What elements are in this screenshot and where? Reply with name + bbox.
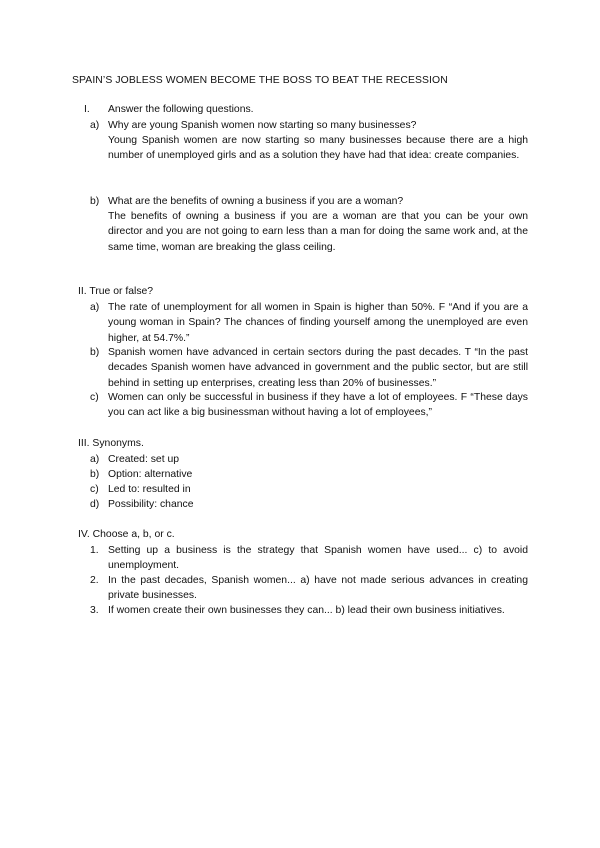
answer-text: The benefits of owning a business if you are a woman are that you can be your own director and you are not going to earn less than a man for doing the same work and, at the same time, woman are breaking the glass ceiling. (108, 211, 528, 253)
synonym-text: Created: set up (108, 454, 180, 465)
section-heading: IV. Choose a, b, or c. (78, 529, 175, 540)
question-text: Why are young Spanish women now starting so many businesses? (108, 120, 417, 131)
item-marker: 2. (90, 575, 99, 586)
synonym-text: Option: alternative (108, 469, 193, 480)
section-heading: III. Synonyms. (78, 438, 144, 449)
choice-text: In the past decades, Spanish women... a) have not made serious advances in creating private businesses. (108, 575, 528, 602)
item-marker: c) (90, 484, 99, 495)
item-marker: c) (90, 392, 99, 403)
choice-text: If women create their own businesses they can... b) lead their own business initiatives. (108, 605, 505, 616)
item-marker: d) (90, 499, 100, 510)
item-marker: 3. (90, 605, 99, 616)
question-text: What are the benefits of owning a business if you are a woman? (108, 196, 404, 207)
section-heading: II. True or false? (78, 286, 154, 297)
statement-text: The rate of unemployment for all women in Spain is higher than 50%. F “And if you are a young woman in Spain? The chances of finding yourself among the unemployed are even higher, at 54.7%.” (108, 302, 528, 344)
document-title: SPAIN’S JOBLESS WOMEN BECOME THE BOSS TO BEAT THE RECESSION (72, 75, 448, 86)
item-marker: a) (90, 302, 100, 313)
statement-text: Spanish women have advanced in certain sectors during the past decades. T “In the past decades Spanish women have advanced in government and the public sector, but are still behind in setting up enterprises, creating less than 20% of businesses.” (108, 347, 528, 389)
item-marker: a) (90, 454, 100, 465)
statement-text: Women can only be successful in business if they have a lot of employees. F “These days you can act like a big businessman without having a lot of employees,” (108, 392, 528, 419)
item-marker: 1. (90, 545, 99, 556)
item-marker: b) (90, 469, 100, 480)
item-marker: a) (90, 120, 100, 131)
item-marker: b) (90, 347, 100, 358)
section-numeral: I. (84, 104, 90, 115)
synonym-text: Led to: resulted in (108, 484, 191, 495)
synonym-text: Possibility: chance (108, 499, 194, 510)
section-heading: Answer the following questions. (108, 104, 254, 115)
answer-text: Young Spanish women are now starting so many businesses because there are a high number of unemployed girls and as a solution they have had that idea: create companies. (108, 135, 528, 162)
item-marker: b) (90, 196, 100, 207)
choice-text: Setting up a business is the strategy that Spanish women have used... c) to avoid unemployment. (108, 545, 528, 572)
